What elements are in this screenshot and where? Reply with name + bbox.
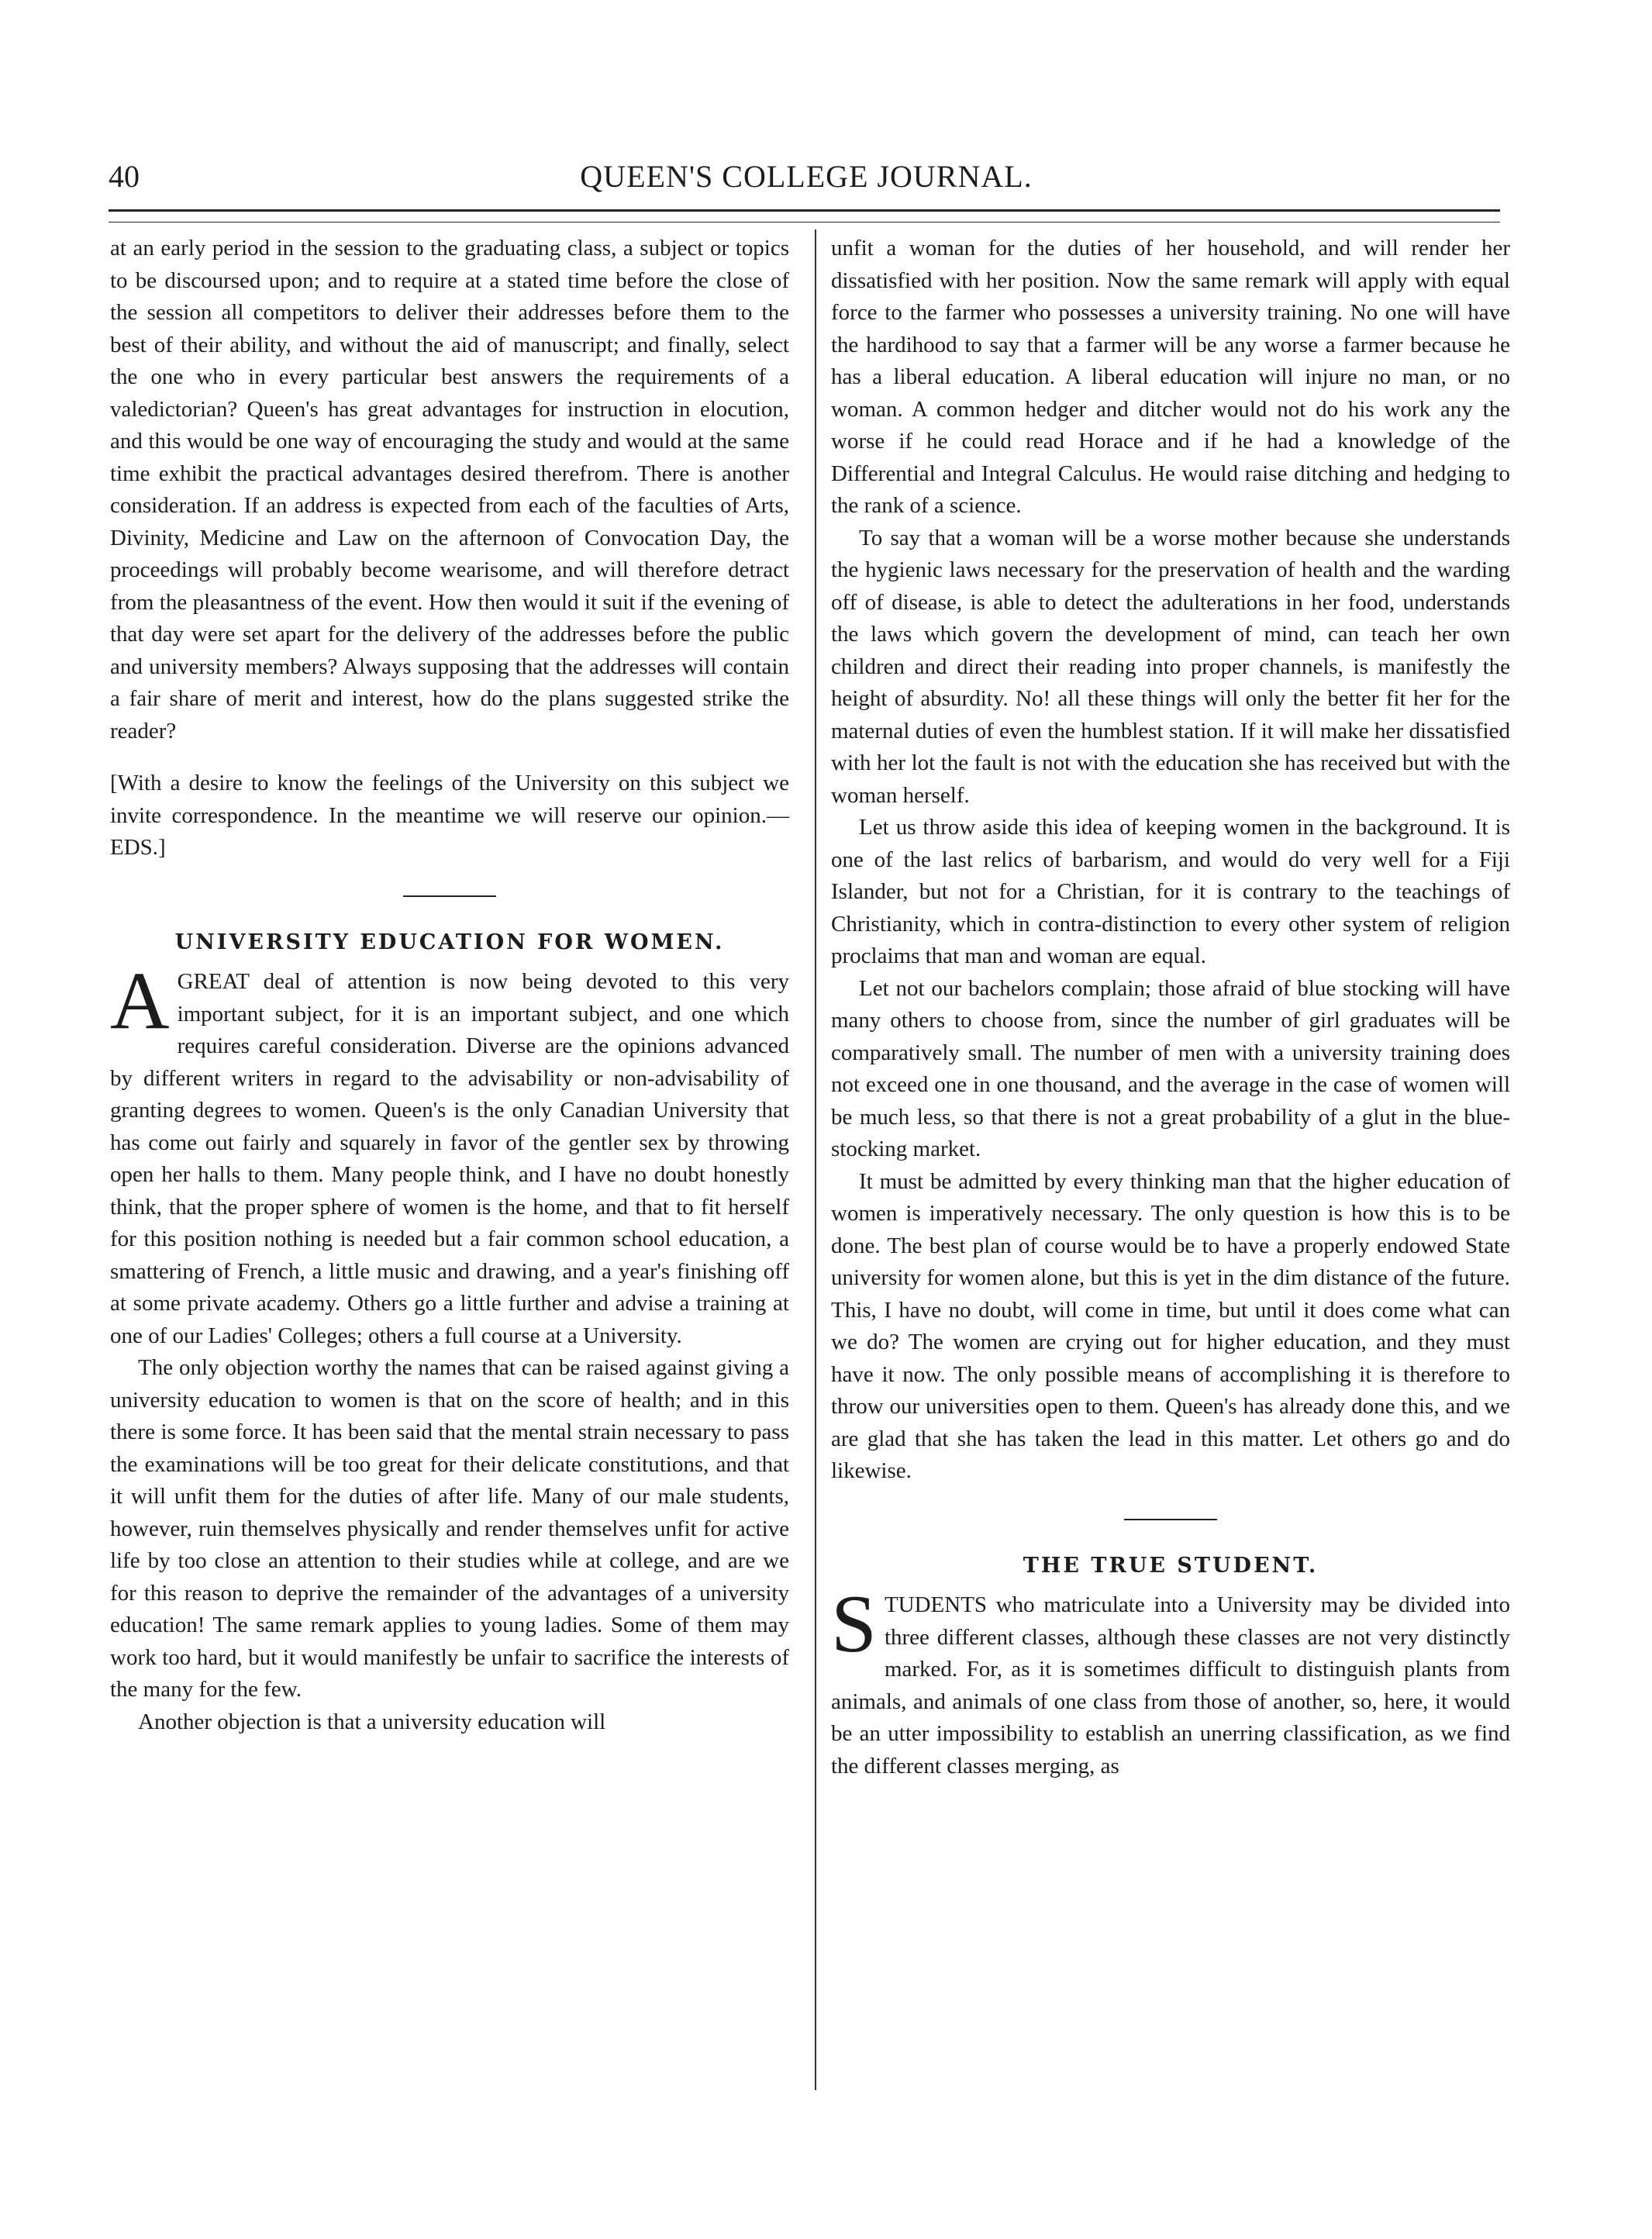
article-heading: THE TRUE STUDENT. [1023, 1553, 1319, 1578]
paragraph [110, 955, 789, 1352]
running-title: QUEEN'S COLLEGE JOURNAL. [580, 159, 1033, 194]
paragraph: Let not our bachelors complain; those afraid of blue stocking will have many others to choose from, since the number of girl graduates will be comparatively small. The number of men with a university training does not exceed one in one thousand, and the average in the case of women will be much less, so that there is not a great probability of a glut in the blue-stocking market. [831, 975, 1510, 1161]
paragraph-text: TUDENTS who matriculate into a University may be divided into three different classes, although these classes are not very distinctly marked. For, as it is sometimes difficult to distinguish plants from animals, and animals of one class from those of another, so, here, it would be an utter impossibility to establish an unerring classification, as we find the different classes merging, as [831, 1592, 1510, 1778]
drop-cap: A [110, 955, 170, 1046]
editor-note: [With a desire to know the feelings of the University on this subject we invite correspondence. In the meantime we will reserve our opinion.—EDS.] [110, 771, 789, 860]
header-rule [109, 209, 1500, 212]
paragraph: Let us throw aside this idea of keeping women in the background. It is one of the last relics of barbarism, and would do very well for a Fiji Islander, but not for a Christian, for it is contrary to the teachings of Christianity, which in contra-distinction to every other system of religion proclaims that man and woman are equal. [831, 815, 1510, 968]
paragraph: unfit a woman for the duties of her household, and will render her dissatisfied with her position. Now the same remark will apply with equal force to the farmer who possesses a university training. No one will have the hardihood to say that a farmer will be any worse a farmer because he has a liberal education. A liberal education will injure no man, or no woman. A common hedger and ditcher would not do his work any the worse if he could read Horace and if he had a knowledge of the Differential and Integral Calculus. He would raise ditching and hedging to the rank of a science. [831, 236, 1510, 518]
paragraph: To say that a woman will be a worse mother because she understands the hygienic laws necessary for the preservation of health and the warding off of disease, is able to detect the adulterations in her food, understands the laws which govern the development of mind, can teach her own children and direct their reading into proper channels, is manifestly the height of absurdity. No! all these things will only the better fit her for the maternal duties of even the humblest station. If it will make her dissatisfied with her lot the fault is not with the education she has received but with the woman herself. [831, 525, 1510, 808]
drop-cap: S [831, 1578, 877, 1669]
paragraph: It must be admitted by every thinking man that the higher education of women is imperatively necessary. The only question is how this is to be done. The best plan of course would be to have a properly endowed State university for women alone, but this is yet in the dim distance of the future. This, I have no doubt, will come in time, but until it does come what can we do? The women are crying out for higher education, and they must have it now. The only possible means of accomplishing it is therefore to throw our universities open to them. Queen's has already done this, and we are glad that she has taken the lead in this matter. Let others go and do likewise. [831, 1168, 1510, 1483]
paragraph: Another objection is that a university education will [138, 1709, 606, 1734]
article-heading: UNIVERSITY EDUCATION FOR WOMEN. [174, 930, 725, 954]
page-number: 40 [109, 159, 140, 194]
section-divider [1124, 1519, 1217, 1520]
section-divider [403, 895, 496, 897]
page-header [109, 152, 1504, 198]
right-column [831, 233, 1510, 1782]
paragraph: at an early period in the session to the graduating class, a subject or topics to be discoursed upon; and to require at a stated time before the close of the session all competitors to deliver their addresses before them to the best of their ability, and without the aid of manuscript; and finally, select the one who in every particular best answers the requirements of a valedictorian? Queen's has great advantages for instruction in elocution, and this would be one way of encouraging the study and would at the same time exhibit the practical advantages desired therefrom. There is another consideration. If an address is expected from each of the faculties of Arts, Divinity, Medicine and Law on the afternoon of Convocation Day, the proceedings will probably become wearisome, and will therefore detract from the pleasantness of the event. How then would it suit if the evening of that day were set apart for the delivery of the addresses before the public and university members? Always supposing that the addresses will contain a fair share of merit and interest, how do the plans suggested strike the reader? [110, 236, 789, 743]
paragraph [831, 1578, 1510, 1782]
paragraph-text: GREAT deal of attention is now being devoted to this very important subject, for it is an important subject, and one which requires careful consideration. Diverse are the opinions advanced by different writers in regard to the advisability or non-advisability of granting degrees to women. Queen's is the only Canadian University that has come out fairly and squarely in favor of the gentler sex by throwing open her halls to them. Many people think, and I have no doubt honestly think, that the proper sphere of women is the home, and that to fit herself for this position nothing is needed but a fair common school education, a smattering of French, a little music and drawing, and a year's finishing off at some private academy. Others go a little further and advise a training at one of our Ladies' Colleges; others a full course at a University. [110, 969, 789, 1348]
column-divider [815, 229, 816, 2090]
left-column [110, 233, 789, 1738]
paragraph: The only objection worthy the names that can be raised against giving a university education to women is that on the score of health; and in this there is some force. It has been said that the mental strain necessary to pass the examinations will be too great for their delicate constitutions, and that it will unfit them for the duties of after life. Many of our male students, however, ruin themselves physically and render themselves unfit for active life by too close an attention to their studies while at college, and are we for this reason to deprive the remainder of the advantages of a university education! The same remark applies to young ladies. Some of them may work too hard, but it would manifestly be unfair to sacrifice the interests of the many for the few. [110, 1355, 789, 1702]
header-rule-thin [109, 222, 1500, 223]
